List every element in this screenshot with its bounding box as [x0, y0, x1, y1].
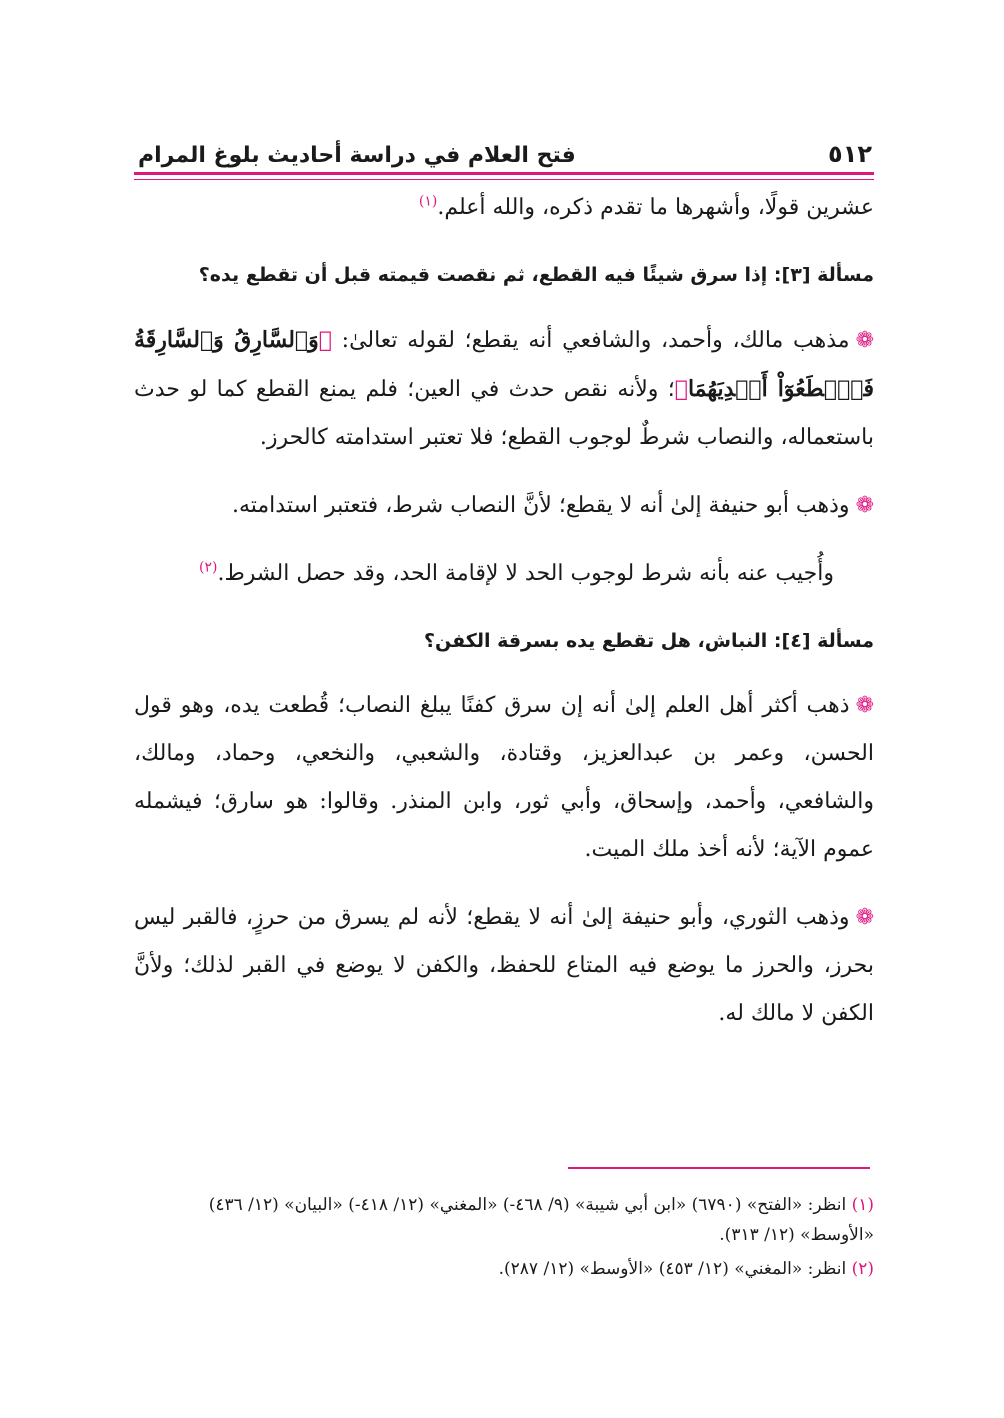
quran-verse: ﴿وَٱلسَّارِقُ وَٱلسَّارِقَةُ فَٱقۡطَعُوٓاْ أَيۡدِيَهُمَا﴾ [134, 327, 874, 402]
footnote-2: (٢) انظر: «المغني» (١٢/ ٤٥٣) «الأوسط» (١٢/ ٢٨٧). [498, 1259, 874, 1279]
issue-3-heading [134, 252, 874, 298]
issue-3-paragraph-3: وأُجيب عنه بأنه شرط لوجوب الحد لا لإقامة الحد، وقد حصل الشرط.$^{(٢)}$ [198, 559, 834, 586]
footnote-ref-2[interactable]: (٢) [198, 559, 218, 576]
footnotes [134, 1190, 874, 1288]
issue-4-question: النباش، هل تقطع يده بسرقة الكفن؟ [423, 630, 768, 652]
flower-bullet-icon: ❁ [855, 328, 874, 353]
footnote-ref-1[interactable]: (١) [418, 193, 438, 210]
page-number: ٥١٢ [828, 140, 872, 168]
issue-3-label: مسألة [٣]: [773, 264, 874, 286]
issue-3-paragraph-2: ❁وذهب أبو حنيفة إلىٰ أنه لا يقطع؛ لأنَّ النصاب شرط، فتعتبر استدامته. [231, 493, 874, 518]
flower-bullet-icon: ❁ [855, 905, 874, 930]
issue-4-heading [134, 618, 874, 664]
running-title: فتح العلام في دراسة أحاديث بلوغ المرام [138, 143, 576, 168]
footnote-separator [568, 1167, 870, 1169]
header-rule-thick [134, 172, 874, 175]
header-rule-thin [134, 179, 874, 180]
issue-3-paragraph-1: ❁مذهب مالك، وأحمد، والشافعي أنه يقطع؛ لقوله تعالىٰ: ﴿وَٱلسَّارِقُ وَٱلسَّارِقَةُ فَٱقۡطَعُوٓاْ أَيۡدِيَهُمَا﴾؛ ولأنه نقص حدث في العين؛ فلم يمنع القطع كما لو حدث باستعماله، والنصاب شرطٌ لوجوب القطع؛ فلا تعتبر استدامته كالحرز. [134, 327, 874, 450]
main-text [134, 184, 874, 1058]
page-header [138, 128, 872, 168]
flower-bullet-icon: ❁ [855, 493, 874, 518]
issue-3-question: إذا سرق شيئًا فيه القطع، ثم نقصت قيمته قبل أن تقطع يده؟ [198, 264, 768, 286]
opening-line: عشرين قولًا، وأشهرها ما تقدم ذكره، والله أعلم.$^{(١)}$ [418, 193, 874, 220]
issue-4-paragraph-2: ❁وذهب الثوري، وأبو حنيفة إلىٰ أنه لا يقطع؛ لأنه لم يسرق من حرزٍ، فالقبر ليس بحرز، والحرز ما يوضع فيه المتاع للحفظ، والكفن لا يوضع في القبر لذلك؛ ولأنَّ الكفن لا مالك له. [134, 905, 874, 1026]
issue-4-label: مسألة [٤]: [773, 630, 874, 652]
footnote-1: (١) انظر: «الفتح» (٦٧٩٠) «ابن أبي شيبة» (٩/ ٤٦٨-) «المغني» (١٢/ ٤١٨-) «البيان» (١٢/ ٤٣٦) «الأوسط» (١٢/ ٣١٣). [208, 1195, 874, 1245]
flower-bullet-icon: ❁ [855, 693, 874, 718]
issue-4-paragraph-1: ❁ذهب أكثر أهل العلم إلىٰ أنه إن سرق كفنًا يبلغ النصاب؛ قُطعت يده، وهو قول الحسن، وعمر بن عبدالعزيز، وقتادة، والشعبي، والنخعي، وحماد، ومالك، والشافعي، وأحمد، وإسحاق، وأبي ثور، وابن المنذر. وقالوا: هو سارق؛ فيشمله عموم الآية؛ لأنه أخذ ملك الميت. [134, 693, 874, 862]
